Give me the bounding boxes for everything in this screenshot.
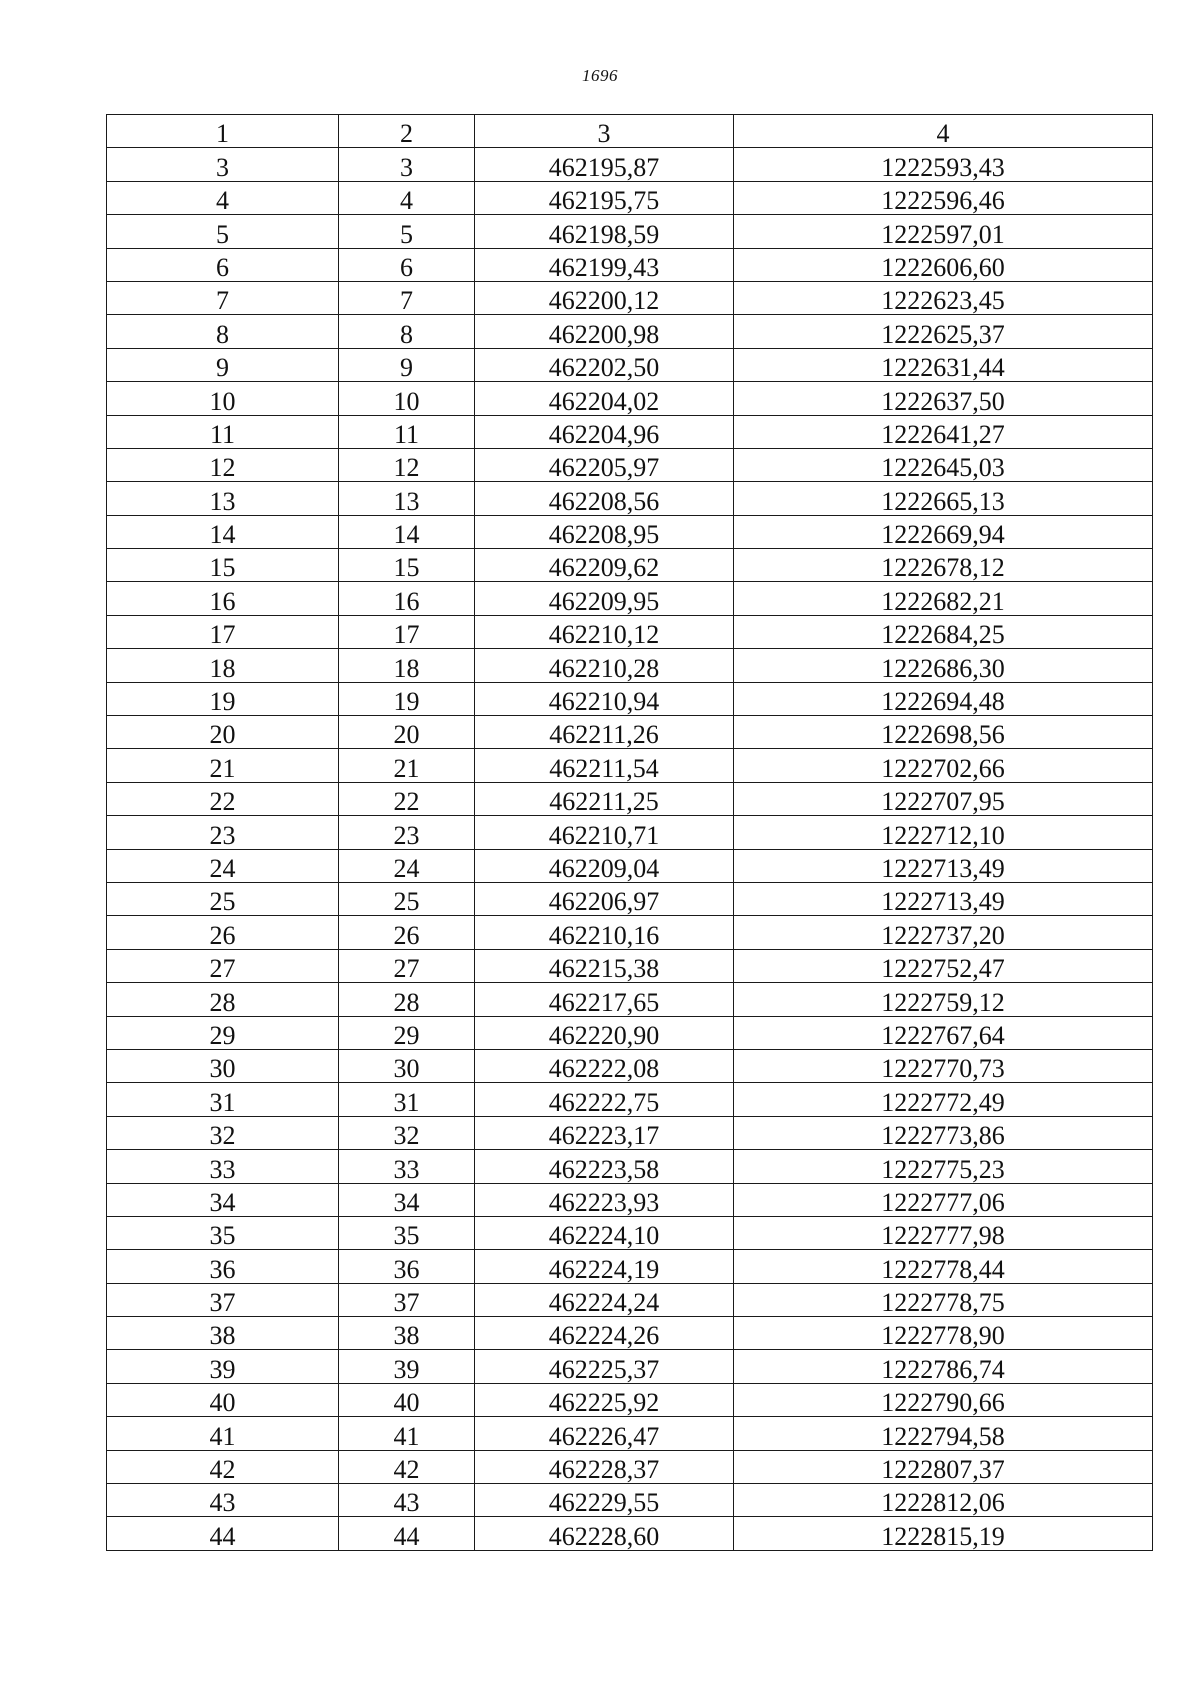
table-row [107,782,1153,815]
cell-point-id: 35 [339,1216,475,1249]
cell-coordinate-y: 1222767,64 [734,1016,1153,1049]
cell-point-id: 34 [339,1183,475,1216]
cell-point-number: 21 [107,749,339,782]
cell-coordinate-x: 462210,16 [475,916,734,949]
cell-point-number: 18 [107,649,339,682]
cell-point-number: 28 [107,983,339,1016]
page-number: 1696 [582,66,618,85]
cell-coordinate-x: 462228,37 [475,1450,734,1483]
cell-point-number: 42 [107,1450,339,1483]
cell-coordinate-x: 462195,87 [475,148,734,181]
cell-point-id: 13 [339,482,475,515]
table-row [107,1183,1153,1216]
cell-coordinate-x: 462199,43 [475,248,734,281]
cell-coordinate-x: 462226,47 [475,1417,734,1450]
header-cell-col-1: 1 [107,115,339,148]
cell-point-number: 35 [107,1216,339,1249]
table-row [107,1150,1153,1183]
cell-coordinate-y: 1222777,98 [734,1216,1153,1249]
cell-point-number: 39 [107,1350,339,1383]
table-row [107,181,1153,214]
cell-point-id: 11 [339,415,475,448]
cell-point-id: 6 [339,248,475,281]
cell-coordinate-x: 462224,24 [475,1283,734,1316]
table-row [107,615,1153,648]
cell-coordinate-x: 462224,26 [475,1317,734,1350]
cell-coordinate-x: 462204,96 [475,415,734,448]
cell-coordinate-x: 462205,97 [475,448,734,481]
cell-coordinate-x: 462224,19 [475,1250,734,1283]
cell-point-number: 16 [107,582,339,615]
cell-coordinate-y: 1222752,47 [734,949,1153,982]
cell-point-number: 32 [107,1116,339,1149]
coordinates-table [106,114,1153,1551]
table-row [107,716,1153,749]
table-row [107,315,1153,348]
table-row [107,1350,1153,1383]
cell-coordinate-y: 1222678,12 [734,549,1153,582]
cell-coordinate-y: 1222812,06 [734,1484,1153,1517]
cell-coordinate-y: 1222637,50 [734,382,1153,415]
cell-point-id: 39 [339,1350,475,1383]
cell-point-id: 20 [339,716,475,749]
cell-coordinate-x: 462223,17 [475,1116,734,1149]
cell-point-id: 31 [339,1083,475,1116]
cell-point-id: 37 [339,1283,475,1316]
cell-point-id: 3 [339,148,475,181]
table-row [107,1517,1153,1550]
cell-coordinate-x: 462198,59 [475,215,734,248]
table-row [107,1116,1153,1149]
cell-point-number: 12 [107,448,339,481]
cell-point-number: 25 [107,882,339,915]
table-row [107,348,1153,381]
cell-point-id: 8 [339,315,475,348]
table-row [107,549,1153,582]
cell-coordinate-x: 462228,60 [475,1517,734,1550]
cell-point-number: 13 [107,482,339,515]
cell-coordinate-x: 462224,10 [475,1216,734,1249]
cell-coordinate-y: 1222759,12 [734,983,1153,1016]
cell-coordinate-x: 462220,90 [475,1016,734,1049]
cell-point-number: 27 [107,949,339,982]
cell-point-id: 32 [339,1116,475,1149]
cell-point-number: 22 [107,782,339,815]
cell-point-number: 8 [107,315,339,348]
cell-coordinate-x: 462223,93 [475,1183,734,1216]
cell-coordinate-y: 1222596,46 [734,181,1153,214]
cell-point-id: 17 [339,615,475,648]
cell-coordinate-y: 1222669,94 [734,515,1153,548]
cell-point-id: 36 [339,1250,475,1283]
table-row [107,1216,1153,1249]
cell-point-number: 38 [107,1317,339,1350]
cell-point-number: 41 [107,1417,339,1450]
header-cell-col-4: 4 [734,115,1153,148]
cell-coordinate-y: 1222778,75 [734,1283,1153,1316]
table-row [107,983,1153,1016]
cell-point-number: 24 [107,849,339,882]
cell-coordinate-y: 1222631,44 [734,348,1153,381]
cell-coordinate-y: 1222777,06 [734,1183,1153,1216]
cell-point-id: 15 [339,549,475,582]
table-row [107,1450,1153,1483]
cell-coordinate-y: 1222702,66 [734,749,1153,782]
table-row [107,515,1153,548]
cell-coordinate-x: 462210,94 [475,682,734,715]
table-row [107,582,1153,615]
table-row [107,949,1153,982]
cell-point-id: 27 [339,949,475,982]
cell-coordinate-x: 462215,38 [475,949,734,982]
cell-point-number: 30 [107,1049,339,1082]
table-row [107,1250,1153,1283]
cell-point-number: 36 [107,1250,339,1283]
cell-coordinate-y: 1222786,74 [734,1350,1153,1383]
cell-point-number: 6 [107,248,339,281]
cell-coordinate-y: 1222645,03 [734,448,1153,481]
cell-point-number: 37 [107,1283,339,1316]
cell-point-id: 40 [339,1383,475,1416]
cell-point-id: 12 [339,448,475,481]
cell-coordinate-y: 1222807,37 [734,1450,1153,1483]
table-row [107,1383,1153,1416]
table-row [107,749,1153,782]
cell-coordinate-x: 462217,65 [475,983,734,1016]
cell-coordinate-y: 1222712,10 [734,816,1153,849]
table-row [107,682,1153,715]
cell-coordinate-x: 462225,37 [475,1350,734,1383]
cell-point-number: 29 [107,1016,339,1049]
header-cell-col-2: 2 [339,115,475,148]
cell-coordinate-y: 1222686,30 [734,649,1153,682]
cell-coordinate-y: 1222606,60 [734,248,1153,281]
cell-coordinate-y: 1222775,23 [734,1150,1153,1183]
cell-point-number: 23 [107,816,339,849]
cell-coordinate-x: 462209,95 [475,582,734,615]
cell-point-id: 24 [339,849,475,882]
table-body [107,115,1153,1551]
cell-coordinate-y: 1222778,90 [734,1317,1153,1350]
cell-coordinate-y: 1222773,86 [734,1116,1153,1149]
cell-coordinate-x: 462210,28 [475,649,734,682]
cell-point-id: 9 [339,348,475,381]
cell-coordinate-x: 462210,71 [475,816,734,849]
cell-point-id: 5 [339,215,475,248]
cell-coordinate-y: 1222707,95 [734,782,1153,815]
cell-point-number: 14 [107,515,339,548]
table-row [107,916,1153,949]
cell-coordinate-x: 462208,95 [475,515,734,548]
cell-coordinate-y: 1222665,13 [734,482,1153,515]
cell-coordinate-y: 1222698,56 [734,716,1153,749]
cell-coordinate-y: 1222593,43 [734,148,1153,181]
cell-point-number: 3 [107,148,339,181]
cell-point-number: 31 [107,1083,339,1116]
cell-point-number: 10 [107,382,339,415]
cell-point-number: 11 [107,415,339,448]
table-row [107,649,1153,682]
cell-coordinate-x: 462222,75 [475,1083,734,1116]
table-row [107,1283,1153,1316]
cell-coordinate-y: 1222794,58 [734,1417,1153,1450]
cell-point-id: 21 [339,749,475,782]
cell-point-number: 9 [107,348,339,381]
cell-coordinate-y: 1222778,44 [734,1250,1153,1283]
cell-point-id: 14 [339,515,475,548]
cell-point-id: 30 [339,1049,475,1082]
table-row [107,248,1153,281]
cell-point-number: 20 [107,716,339,749]
cell-coordinate-x: 462211,26 [475,716,734,749]
cell-coordinate-x: 462210,12 [475,615,734,648]
cell-point-id: 43 [339,1484,475,1517]
cell-point-id: 33 [339,1150,475,1183]
cell-coordinate-x: 462206,97 [475,882,734,915]
table-row [107,1016,1153,1049]
table-row [107,148,1153,181]
cell-point-id: 26 [339,916,475,949]
table-row [107,1049,1153,1082]
cell-coordinate-y: 1222694,48 [734,682,1153,715]
table-row [107,482,1153,515]
table-row [107,1484,1153,1517]
cell-point-id: 4 [339,181,475,214]
cell-coordinate-y: 1222641,27 [734,415,1153,448]
cell-coordinate-y: 1222790,66 [734,1383,1153,1416]
cell-coordinate-y: 1222772,49 [734,1083,1153,1116]
cell-point-number: 5 [107,215,339,248]
table-row [107,382,1153,415]
cell-point-id: 29 [339,1016,475,1049]
table-row [107,1317,1153,1350]
cell-coordinate-y: 1222770,73 [734,1049,1153,1082]
cell-coordinate-x: 462195,75 [475,181,734,214]
cell-coordinate-x: 462208,56 [475,482,734,515]
cell-coordinate-x: 462223,58 [475,1150,734,1183]
cell-coordinate-y: 1222684,25 [734,615,1153,648]
table-row [107,215,1153,248]
cell-point-id: 23 [339,816,475,849]
cell-point-number: 15 [107,549,339,582]
cell-coordinate-y: 1222713,49 [734,849,1153,882]
cell-coordinate-y: 1222713,49 [734,882,1153,915]
table-row [107,849,1153,882]
table-row [107,1083,1153,1116]
cell-point-id: 41 [339,1417,475,1450]
cell-coordinate-y: 1222737,20 [734,916,1153,949]
cell-point-number: 40 [107,1383,339,1416]
cell-coordinate-x: 462229,55 [475,1484,734,1517]
header-cell-col-3: 3 [475,115,734,148]
cell-coordinate-x: 462222,08 [475,1049,734,1082]
cell-point-id: 10 [339,382,475,415]
cell-point-number: 34 [107,1183,339,1216]
cell-point-number: 17 [107,615,339,648]
cell-point-id: 19 [339,682,475,715]
cell-coordinate-x: 462209,04 [475,849,734,882]
cell-point-number: 4 [107,181,339,214]
cell-coordinate-x: 462209,62 [475,549,734,582]
cell-coordinate-x: 462211,25 [475,782,734,815]
cell-coordinate-y: 1222815,19 [734,1517,1153,1550]
cell-point-id: 28 [339,983,475,1016]
cell-coordinate-x: 462211,54 [475,749,734,782]
cell-coordinate-y: 1222682,21 [734,582,1153,615]
table-row [107,448,1153,481]
cell-coordinate-y: 1222623,45 [734,281,1153,314]
cell-coordinate-y: 1222625,37 [734,315,1153,348]
cell-point-number: 7 [107,281,339,314]
cell-point-id: 25 [339,882,475,915]
cell-point-id: 22 [339,782,475,815]
cell-coordinate-x: 462200,98 [475,315,734,348]
table-row [107,1417,1153,1450]
cell-point-id: 38 [339,1317,475,1350]
cell-point-id: 44 [339,1517,475,1550]
table-row [107,281,1153,314]
cell-coordinate-y: 1222597,01 [734,215,1153,248]
table-row [107,415,1153,448]
table-row [107,816,1153,849]
cell-point-number: 44 [107,1517,339,1550]
cell-coordinate-x: 462204,02 [475,382,734,415]
cell-point-id: 42 [339,1450,475,1483]
cell-coordinate-x: 462202,50 [475,348,734,381]
cell-point-id: 18 [339,649,475,682]
cell-point-number: 43 [107,1484,339,1517]
cell-point-id: 16 [339,582,475,615]
cell-point-number: 33 [107,1150,339,1183]
cell-coordinate-x: 462225,92 [475,1383,734,1416]
table-header-row [107,115,1153,148]
cell-point-number: 19 [107,682,339,715]
cell-point-number: 26 [107,916,339,949]
table-row [107,882,1153,915]
cell-coordinate-x: 462200,12 [475,281,734,314]
cell-point-id: 7 [339,281,475,314]
